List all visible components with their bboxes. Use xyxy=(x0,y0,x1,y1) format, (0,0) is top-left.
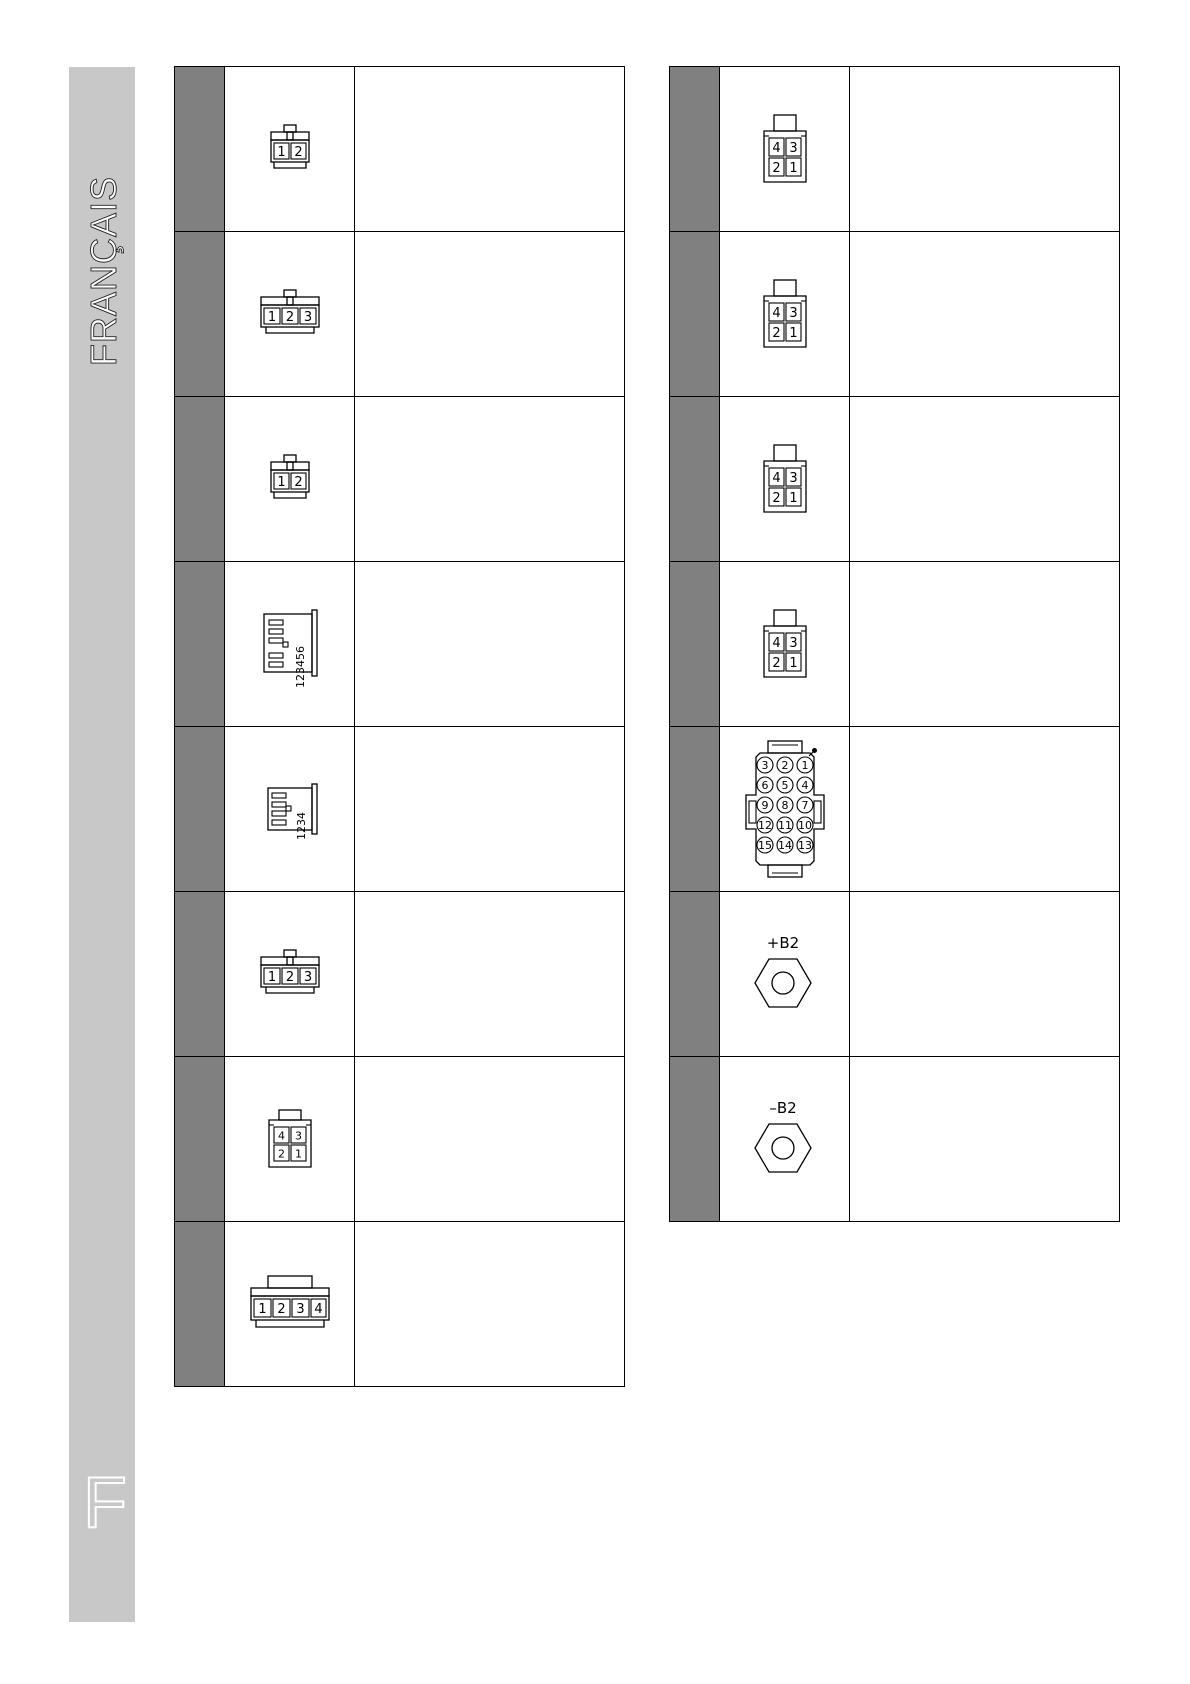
description-cell xyxy=(355,232,625,397)
table-row xyxy=(670,562,1120,727)
code-cell xyxy=(670,1057,720,1222)
svg-text:2: 2 xyxy=(285,970,294,985)
code-cell xyxy=(670,727,720,892)
svg-text:1: 1 xyxy=(276,145,286,160)
section-letter: F xyxy=(83,1463,127,1543)
language-side-strip xyxy=(69,67,135,1622)
svg-text:1: 1 xyxy=(257,1302,267,1317)
table-row xyxy=(670,232,1120,397)
code-cell xyxy=(175,1222,225,1387)
table-row xyxy=(670,892,1120,1057)
svg-text:14: 14 xyxy=(777,839,792,852)
three-pin-connector-icon xyxy=(258,289,322,339)
connector-diagram-cell xyxy=(225,562,355,727)
svg-text:2: 2 xyxy=(771,326,781,341)
connector-diagram-cell xyxy=(720,727,850,892)
table-row xyxy=(670,1057,1120,1222)
connector-table-left xyxy=(174,66,625,1387)
table-row xyxy=(175,1057,625,1222)
code-cell xyxy=(175,562,225,727)
svg-text:6: 6 xyxy=(761,779,768,792)
svg-text:1: 1 xyxy=(788,491,798,506)
table-row xyxy=(175,892,625,1057)
side-strip-graphics xyxy=(69,67,135,1622)
svg-text:1234: 1234 xyxy=(294,812,308,840)
svg-text:2: 2 xyxy=(771,656,781,671)
svg-text:4: 4 xyxy=(801,779,808,792)
code-cell xyxy=(175,1057,225,1222)
svg-text:3: 3 xyxy=(788,306,798,321)
description-cell xyxy=(355,562,625,727)
table-row xyxy=(175,727,625,892)
svg-text:8: 8 xyxy=(781,799,788,812)
positive-terminal-icon xyxy=(750,934,820,1014)
six-pin-vertical-connector-icon xyxy=(260,609,320,688)
svg-text:3: 3 xyxy=(788,471,798,486)
description-cell xyxy=(355,727,625,892)
four-pin-square-connector-icon xyxy=(761,444,809,514)
connector-diagram-cell xyxy=(225,727,355,892)
four-pin-inline-connector-icon xyxy=(248,1275,332,1333)
four-pin-square-connector-icon xyxy=(761,114,809,184)
description-cell xyxy=(355,1057,625,1222)
svg-text:1: 1 xyxy=(294,1147,302,1161)
four-pin-square-connector-icon xyxy=(761,279,809,349)
table-row xyxy=(175,562,625,727)
svg-text:2: 2 xyxy=(276,1302,286,1317)
table-row xyxy=(670,67,1120,232)
svg-text:3: 3 xyxy=(303,970,312,985)
table-row xyxy=(670,397,1120,562)
svg-text:12: 12 xyxy=(757,819,772,832)
svg-text:3: 3 xyxy=(788,141,798,156)
description-cell xyxy=(355,892,625,1057)
svg-text:1: 1 xyxy=(267,310,276,325)
description-cell xyxy=(850,232,1120,397)
svg-text:3: 3 xyxy=(761,759,768,772)
three-pin-connector-icon xyxy=(258,949,322,999)
svg-text:7: 7 xyxy=(801,799,808,812)
code-cell xyxy=(670,67,720,232)
code-cell xyxy=(670,562,720,727)
svg-text:1: 1 xyxy=(788,161,798,176)
connector-diagram-cell xyxy=(225,1057,355,1222)
svg-text:15: 15 xyxy=(757,839,772,852)
description-cell xyxy=(850,727,1120,892)
svg-text:2: 2 xyxy=(771,161,781,176)
terminal-label: +B2 xyxy=(766,934,799,952)
connector-diagram-cell xyxy=(720,1057,850,1222)
svg-text:9: 9 xyxy=(761,799,768,812)
code-cell xyxy=(175,67,225,232)
description-cell xyxy=(850,562,1120,727)
description-cell xyxy=(355,397,625,562)
two-pin-connector-icon xyxy=(268,124,312,174)
svg-text:13: 13 xyxy=(797,839,812,852)
svg-text:2: 2 xyxy=(781,759,788,772)
connector-table-right xyxy=(669,66,1120,1222)
table-row xyxy=(175,397,625,562)
connector-diagram-cell xyxy=(225,397,355,562)
language-label: FRANÇAIS xyxy=(83,175,124,366)
table-row xyxy=(175,67,625,232)
table-row xyxy=(175,232,625,397)
svg-text:2: 2 xyxy=(293,475,303,490)
svg-text:1: 1 xyxy=(788,326,798,341)
code-cell xyxy=(670,397,720,562)
four-pin-vertical-connector-icon xyxy=(260,783,320,840)
description-cell xyxy=(850,1057,1120,1222)
description-cell xyxy=(355,1222,625,1387)
connector-diagram-cell xyxy=(225,67,355,232)
description-cell xyxy=(850,397,1120,562)
svg-text:4: 4 xyxy=(771,471,781,486)
svg-text:4: 4 xyxy=(313,1302,323,1317)
fifteen-pin-connector-icon xyxy=(740,739,830,879)
svg-text:10: 10 xyxy=(797,819,812,832)
svg-text:4: 4 xyxy=(771,636,781,651)
svg-text:2: 2 xyxy=(293,145,303,160)
svg-text:5: 5 xyxy=(781,779,788,792)
connector-diagram-cell xyxy=(720,232,850,397)
svg-text:1: 1 xyxy=(267,970,276,985)
connector-diagram-cell xyxy=(225,1222,355,1387)
terminal-label: –B2 xyxy=(768,1099,797,1117)
svg-text:4: 4 xyxy=(771,141,781,156)
code-cell xyxy=(175,397,225,562)
svg-text:1: 1 xyxy=(788,656,798,671)
code-cell xyxy=(670,232,720,397)
description-cell xyxy=(355,67,625,232)
negative-terminal-icon xyxy=(750,1099,820,1179)
four-pin-square-connector-icon xyxy=(761,609,809,679)
description-cell xyxy=(850,892,1120,1057)
svg-text:3: 3 xyxy=(303,310,312,325)
svg-text:1: 1 xyxy=(276,475,286,490)
code-cell xyxy=(175,232,225,397)
table-row xyxy=(670,727,1120,892)
svg-text:1: 1 xyxy=(801,759,808,772)
svg-text:123456: 123456 xyxy=(293,646,307,688)
connector-diagram-cell xyxy=(720,397,850,562)
svg-text:3: 3 xyxy=(295,1302,305,1317)
code-cell xyxy=(175,892,225,1057)
connector-diagram-cell xyxy=(720,67,850,232)
code-cell xyxy=(175,727,225,892)
connector-diagram-cell xyxy=(225,892,355,1057)
table-row xyxy=(175,1222,625,1387)
svg-text:4: 4 xyxy=(771,306,781,321)
four-pin-square-connector-icon xyxy=(266,1109,314,1169)
svg-text:3: 3 xyxy=(294,1129,302,1143)
connector-diagram-cell xyxy=(720,892,850,1057)
code-cell xyxy=(670,892,720,1057)
svg-text:4: 4 xyxy=(277,1129,285,1143)
svg-text:2: 2 xyxy=(771,491,781,506)
connector-diagram-cell xyxy=(720,562,850,727)
svg-text:11: 11 xyxy=(777,819,792,832)
two-pin-connector-icon xyxy=(268,454,312,504)
svg-text:2: 2 xyxy=(285,310,294,325)
svg-text:3: 3 xyxy=(788,636,798,651)
description-cell xyxy=(850,67,1120,232)
svg-text:2: 2 xyxy=(277,1147,285,1161)
connector-diagram-cell xyxy=(225,232,355,397)
